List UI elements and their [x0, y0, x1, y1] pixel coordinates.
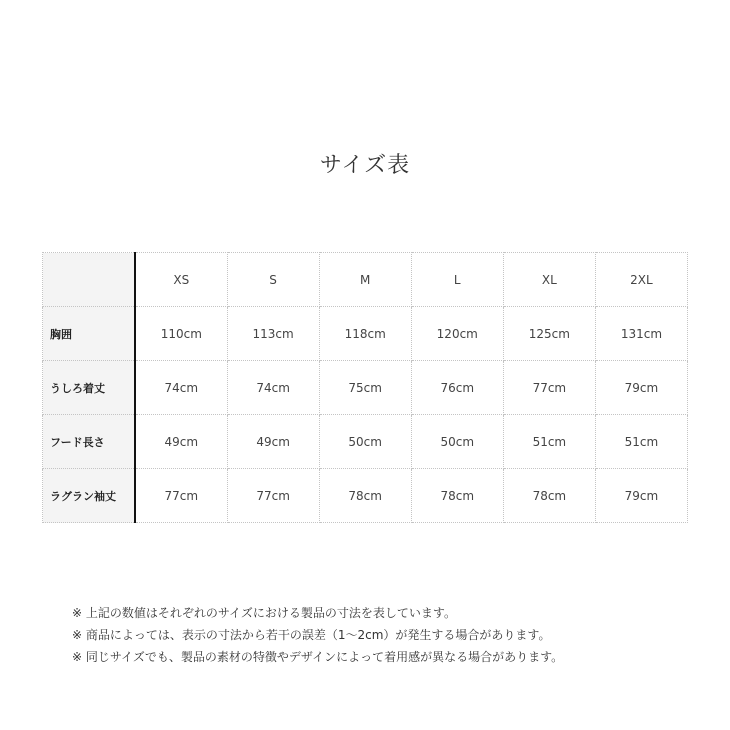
table-cell: 131cm [595, 307, 687, 361]
table-row [43, 415, 688, 469]
column-header-xs: XS [135, 253, 227, 307]
table-cell: 110cm [135, 307, 227, 361]
size-table [42, 252, 688, 523]
table-cell: 79cm [595, 469, 687, 523]
column-header-xl: XL [503, 253, 595, 307]
row-label-back-length: うしろ着丈 [43, 361, 136, 415]
table-cell: 51cm [595, 415, 687, 469]
table-row [43, 361, 688, 415]
note-line: ※ 同じサイズでも、製品の素材の特徴やデザインによって着用感が異なる場合があります。 [72, 650, 564, 664]
page-title: サイズ表 [319, 153, 411, 178]
table-corner-cell [43, 253, 136, 307]
note-line: ※ 上記の数値はそれぞれのサイズにおける製品の寸法を表しています。 [72, 606, 456, 620]
table-cell: 74cm [227, 361, 319, 415]
column-header-s: S [227, 253, 319, 307]
table-row [43, 469, 688, 523]
table-cell: 113cm [227, 307, 319, 361]
column-header-m: M [319, 253, 411, 307]
table-cell: 77cm [503, 361, 595, 415]
table-cell: 76cm [411, 361, 503, 415]
table-cell: 79cm [595, 361, 687, 415]
table-cell: 125cm [503, 307, 595, 361]
table-cell: 49cm [227, 415, 319, 469]
table-cell: 78cm [411, 469, 503, 523]
column-header-l: L [411, 253, 503, 307]
table-cell: 77cm [227, 469, 319, 523]
column-header-2xl: 2XL [595, 253, 687, 307]
table-cell: 78cm [503, 469, 595, 523]
table-header-row [43, 253, 688, 307]
row-label-raglan-sleeve: ラグラン袖丈 [43, 469, 136, 523]
table-row [43, 307, 688, 361]
table-cell: 118cm [319, 307, 411, 361]
table-cell: 77cm [135, 469, 227, 523]
table-cell: 74cm [135, 361, 227, 415]
row-label-chest: 胸囲 [43, 307, 136, 361]
table-cell: 50cm [411, 415, 503, 469]
note-line: ※ 商品によっては、表示の寸法から若干の誤差（1～2cm）が発生する場合があります。 [72, 628, 551, 642]
table-cell: 49cm [135, 415, 227, 469]
table-cell: 120cm [411, 307, 503, 361]
table-cell: 75cm [319, 361, 411, 415]
table-cell: 78cm [319, 469, 411, 523]
notes [72, 602, 563, 668]
row-label-hood-length: フード長さ [43, 415, 136, 469]
table-cell: 50cm [319, 415, 411, 469]
table-cell: 51cm [503, 415, 595, 469]
